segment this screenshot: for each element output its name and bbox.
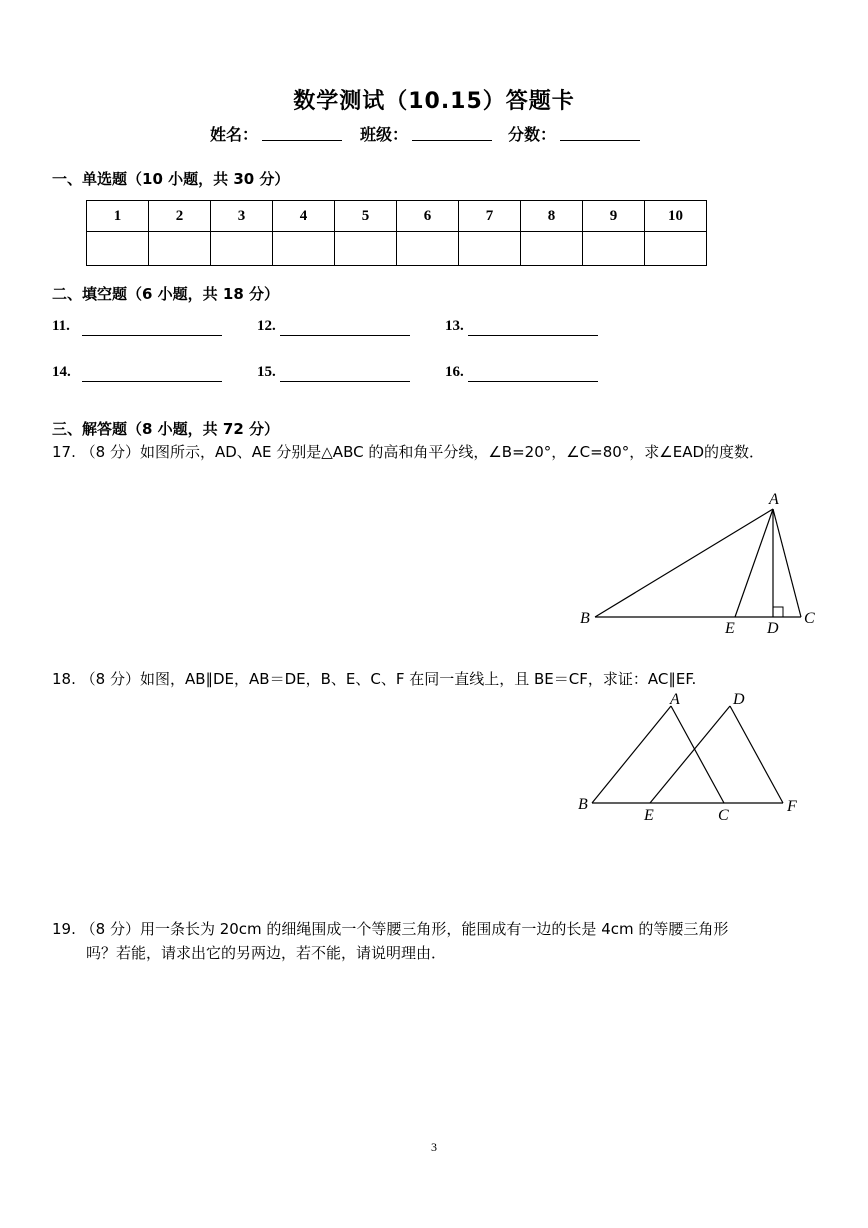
point-label-F: F (787, 798, 797, 815)
segment-AC (671, 706, 724, 803)
question-18 (52, 668, 820, 690)
question-19 (52, 918, 820, 940)
question-number: 19. (52, 920, 76, 938)
point-label-A: A (769, 491, 779, 508)
page-title: 数学测试（10.15）答题卡 (293, 89, 575, 114)
segment-DF (730, 706, 783, 803)
answer-cell[interactable] (521, 232, 583, 266)
fill-blank-16[interactable] (468, 381, 598, 382)
answer-cell[interactable] (335, 232, 397, 266)
answer-col-header: 4 (273, 201, 335, 232)
point-label-E: E (725, 620, 735, 637)
fill-label-15: 15. (257, 364, 276, 380)
question-number: 17. (52, 443, 76, 461)
section-solution-heading: 三、解答题（8 小题，共 72 分） (52, 420, 279, 438)
class-field[interactable] (412, 140, 492, 141)
fill-blank-12[interactable] (280, 335, 410, 336)
class-label: 班级： (360, 125, 409, 144)
fill-blank-11[interactable] (82, 335, 222, 336)
segment-AE (735, 509, 773, 617)
question-19-continued: 吗？若能，请求出它的另两边，若不能，请说明理由． (86, 944, 447, 962)
fill-blank-13[interactable] (468, 335, 598, 336)
question-17 (52, 441, 820, 463)
answer-col-header: 9 (583, 201, 645, 232)
answer-col-header: 3 (211, 201, 273, 232)
answer-cell[interactable] (273, 232, 335, 266)
point-label-C: C (718, 807, 729, 824)
fill-label-13: 13. (445, 318, 464, 334)
fill-blank-15[interactable] (280, 381, 410, 382)
score-label: 分数： (508, 125, 557, 144)
segment-BA (592, 706, 671, 803)
name-field[interactable] (262, 140, 342, 141)
answer-cell[interactable] (211, 232, 273, 266)
figure-18-triangles (570, 688, 820, 828)
point-label-A: A (670, 691, 680, 708)
page-number: 3 (431, 1140, 437, 1154)
right-angle-mark (773, 607, 783, 617)
answer-col-header: 2 (149, 201, 211, 232)
question-text: （8 分）如图，AB∥DE，AB＝DE，B、E、C、F 在同一直线上，且 BE＝CF，求证：AC∥EF. (80, 670, 697, 688)
answer-cell[interactable] (397, 232, 459, 266)
answer-col-header: 8 (521, 201, 583, 232)
fill-blank-14[interactable] (82, 381, 222, 382)
segment-AC (773, 509, 801, 617)
answer-cell[interactable] (459, 232, 521, 266)
fill-label-14: 14. (52, 364, 71, 380)
answer-col-header: 6 (397, 201, 459, 232)
point-label-B: B (580, 610, 590, 627)
section-single-choice-heading: 一、单选题（10 小题，共 30 分） (52, 170, 290, 188)
section-fill-blank-heading: 二、填空题（6 小题，共 18 分） (52, 285, 279, 303)
answer-cell[interactable] (149, 232, 211, 266)
fill-label-16: 16. (445, 364, 464, 380)
answer-grid (86, 200, 707, 266)
point-label-B: B (578, 796, 588, 813)
point-label-E: E (644, 807, 654, 824)
question-text: （8 分）如图所示，AD、AE 分别是△ABC 的高和角平分线，∠B=20°，∠C=80°，求∠EAD的度数． (80, 443, 765, 461)
point-label-D: D (733, 691, 745, 708)
segment-BA (595, 509, 773, 617)
point-label-D: D (767, 620, 779, 637)
answer-col-header: 10 (645, 201, 707, 232)
score-field[interactable] (560, 140, 640, 141)
segment-ED (650, 706, 730, 803)
name-label: 姓名： (210, 125, 259, 144)
question-text: （8 分）用一条长为 20cm 的细绳围成一个等腰三角形，能围成有一边的长是 4cm 的等腰三角形 (80, 920, 729, 938)
answer-cell[interactable] (583, 232, 645, 266)
fill-label-12: 12. (257, 318, 276, 334)
fill-label-11: 11. (52, 318, 70, 334)
question-number: 18. (52, 670, 76, 688)
answer-col-header: 5 (335, 201, 397, 232)
figure-17-triangle (570, 488, 830, 638)
answer-cell[interactable] (87, 232, 149, 266)
point-label-C: C (804, 610, 815, 627)
answer-col-header: 7 (459, 201, 521, 232)
answer-col-header: 1 (87, 201, 149, 232)
answer-cell[interactable] (645, 232, 707, 266)
